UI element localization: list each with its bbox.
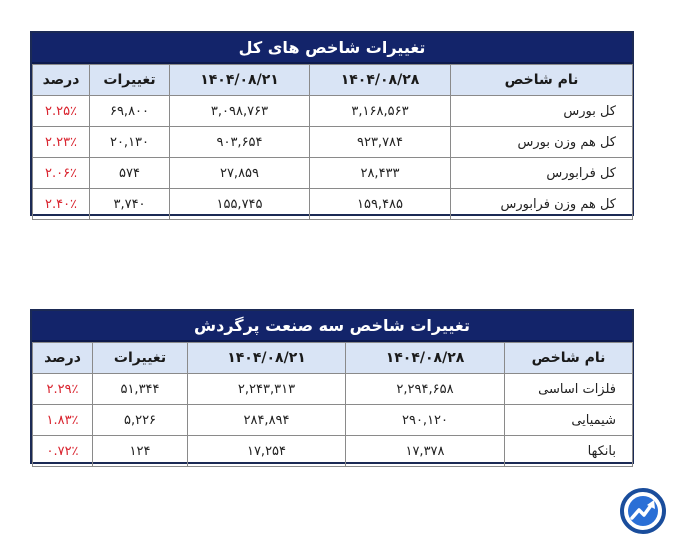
change-value: ۶۹,۸۰۰ [90, 96, 170, 127]
header-change: تغییرات [93, 343, 188, 374]
value-21: ۱۷,۲۵۴ [188, 436, 346, 467]
header-row [33, 343, 633, 374]
value-28: ۱۵۹,۴۸۵ [310, 189, 451, 220]
percent-value: ۰.۷۲٪ [33, 436, 93, 467]
table-row [33, 189, 633, 220]
table-row [33, 158, 633, 189]
value-28: ۲۹۰,۱۲۰ [346, 405, 505, 436]
value-28: ۲,۲۹۴,۶۵۸ [346, 374, 505, 405]
index-name: کل فرابورس [451, 158, 633, 189]
change-value: ۳,۷۴۰ [90, 189, 170, 220]
table-title: تغییرات شاخص های کل [32, 33, 632, 64]
industry-indices-table [30, 309, 634, 464]
percent-value: ۲.۴۰٪ [33, 189, 90, 220]
header-change: تغییرات [90, 65, 170, 96]
table-row [33, 96, 633, 127]
value-28: ۱۷,۳۷۸ [346, 436, 505, 467]
index-name: بانکها [505, 436, 633, 467]
index-name: کل بورس [451, 96, 633, 127]
change-value: ۱۲۴ [93, 436, 188, 467]
index-name: شیمیایی [505, 405, 633, 436]
value-21: ۲۸۴,۸۹۴ [188, 405, 346, 436]
header-name: نام شاخص [451, 65, 633, 96]
header-date-21: ۱۴۰۴/۰۸/۲۱ [188, 343, 346, 374]
table-row [33, 374, 633, 405]
index-name: فلزات اساسی [505, 374, 633, 405]
value-21: ۱۵۵,۷۴۵ [170, 189, 310, 220]
percent-value: ۲.۰۶٪ [33, 158, 90, 189]
change-value: ۵۷۴ [90, 158, 170, 189]
chart-circle-logo-icon [620, 488, 666, 534]
table-row [33, 405, 633, 436]
header-date-21: ۱۴۰۴/۰۸/۲۱ [170, 65, 310, 96]
percent-value: ۲.۲۵٪ [33, 96, 90, 127]
header-date-28: ۱۴۰۴/۰۸/۲۸ [346, 343, 505, 374]
table-row [33, 127, 633, 158]
table-row [33, 436, 633, 467]
value-21: ۹۰۳,۶۵۴ [170, 127, 310, 158]
percent-value: ۱.۸۳٪ [33, 405, 93, 436]
value-28: ۳,۱۶۸,۵۶۳ [310, 96, 451, 127]
value-28: ۹۲۳,۷۸۴ [310, 127, 451, 158]
overall-indices-table [30, 31, 634, 216]
change-value: ۵,۲۲۶ [93, 405, 188, 436]
change-value: ۲۰,۱۳۰ [90, 127, 170, 158]
header-row [33, 65, 633, 96]
index-name: کل هم وزن بورس [451, 127, 633, 158]
header-name: نام شاخص [505, 343, 633, 374]
value-21: ۳,۰۹۸,۷۶۳ [170, 96, 310, 127]
percent-value: ۲.۲۳٪ [33, 127, 90, 158]
table-title: تغییرات شاخص سه صنعت پرگردش [32, 311, 632, 342]
index-name: کل هم وزن فرابورس [451, 189, 633, 220]
value-21: ۲,۲۴۳,۳۱۳ [188, 374, 346, 405]
value-28: ۲۸,۴۳۳ [310, 158, 451, 189]
header-date-28: ۱۴۰۴/۰۸/۲۸ [310, 65, 451, 96]
header-percent: درصد [33, 343, 93, 374]
value-21: ۲۷,۸۵۹ [170, 158, 310, 189]
percent-value: ۲.۲۹٪ [33, 374, 93, 405]
change-value: ۵۱,۳۴۴ [93, 374, 188, 405]
header-percent: درصد [33, 65, 90, 96]
